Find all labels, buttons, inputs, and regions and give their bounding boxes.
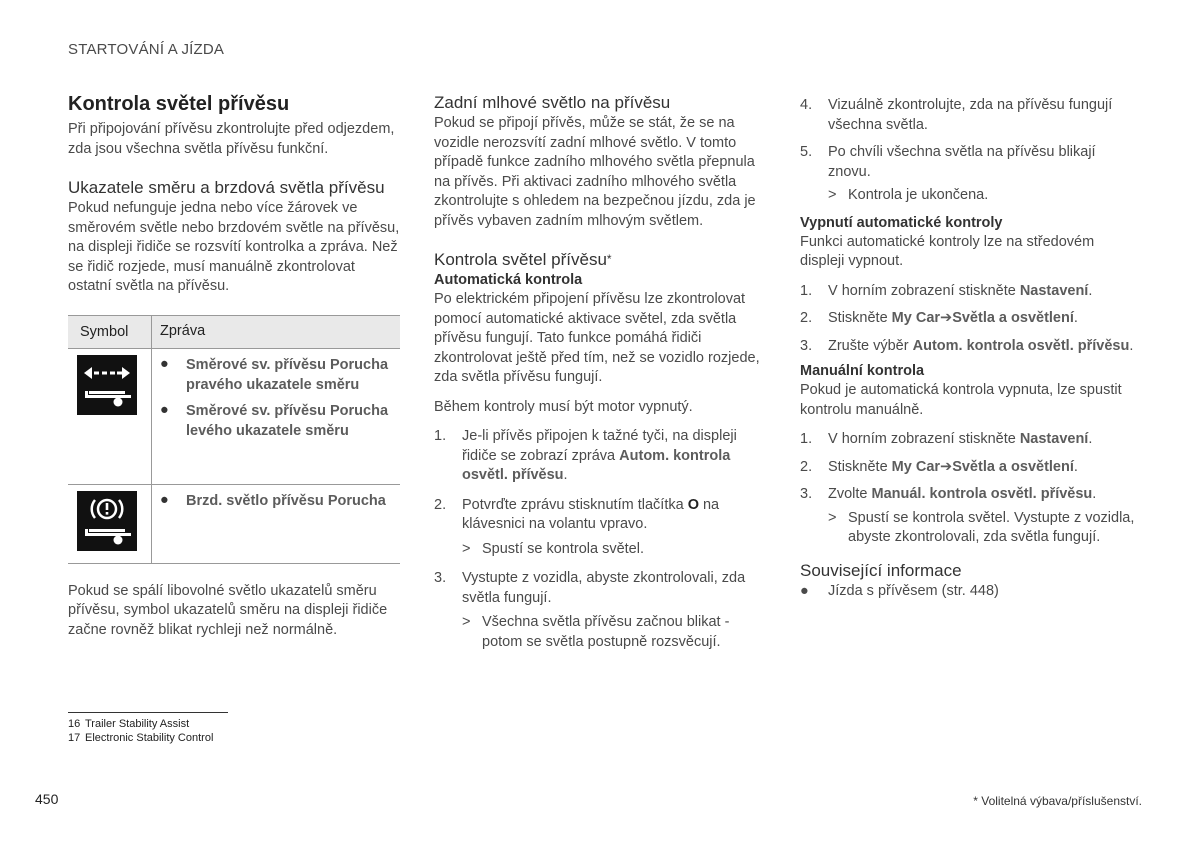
manual-check-text: Pokud je automatická kontrola vypnuta, lze spustit kontrolu manuálně. — [800, 382, 1122, 418]
subsection-text: Pokud nefunguje jedna nebo více žárovek ve směrovém světle nebo brzdovém světle na přívěsu, na displeji řidiče se rozsvítí kontrolka a zpráva. Než se řidič rozjede, musí manuálně zkontrolovat ostatní světla na přívěsu. — [68, 200, 400, 294]
footnote: 17 Electronic Stability Control — [68, 732, 214, 744]
optional-mark: * — [606, 252, 612, 266]
disable-check-text: Funkci automatické kontroly lze na středovém displeji vypnout. — [800, 233, 1095, 269]
list-item: 1. Je-li přívěs připojen k tažné tyči, na displeji řidiče se zobrazí zpráva Autom. kontrola osvětl. přívěsu. — [434, 428, 737, 483]
trailer-turn-signal-icon — [77, 355, 137, 415]
list-item: 4. Vizuálně zkontrolujte, zda na přívěsu fungují všechna světla. — [800, 97, 1113, 133]
list-item: 3. Zrušte výběr Autom. kontrola osvětl. přívěsu. — [800, 337, 1134, 354]
table-row — [68, 485, 400, 564]
footnote-divider — [68, 712, 228, 713]
engine-note: Během kontroly musí být motor vypnutý. — [434, 398, 693, 415]
check-title: Kontrola světel přívěsu* — [434, 250, 612, 269]
result-item: > Všechna světla přívěsu začnou blikat - potom se světla postupně rozsvěcují. — [462, 614, 730, 650]
bullet-icon: ● — [800, 582, 809, 599]
column-middle — [434, 92, 766, 652]
section-header: STARTOVÁNÍ A JÍZDA — [68, 41, 225, 58]
result-item: > Kontrola je ukončena. — [828, 187, 989, 203]
outro-text: Pokud se spálí libovolné světlo ukazatelů směru přívěsu, symbol ukazatelů směru na displeji řidiče začne rovněž blikat rychleji než normálně. — [68, 582, 388, 638]
table-header-message: Zpráva — [160, 322, 206, 339]
subsection-title: Ukazatele směru a brzdová světla přívěsu — [68, 178, 385, 197]
result-item: > Spustí se kontrola světel. — [462, 540, 644, 557]
list-item: 2. Stiskněte My Car➔Světla a osvětlení. — [800, 458, 1078, 475]
list-item: 5. Po chvíli všechna světla na přívěsu blikají znovu. — [800, 144, 1096, 180]
column-right — [800, 96, 1135, 601]
auto-check-text: Po elektrickém připojení přívěsu lze zkontrolovat pomocí automatické aktivace světel, zda světla přívěsu fungují. Tato funkce pomáhá řidiči zkontrolovat ještě před tím, než se vozidlo rozjede, zda světla přívěsu fungují. — [434, 291, 760, 385]
table-row — [68, 349, 400, 485]
list-item: 3. Zvolte Manuál. kontrola osvětl. přívěsu. — [800, 486, 1097, 502]
page-title: Kontrola světel přívěsu — [68, 93, 290, 115]
page-number: 450 — [35, 791, 59, 807]
arrow-right-icon: ➔ — [940, 458, 953, 475]
result-item: > Spustí se kontrola světel. Vystupte z vozidla, abyste zkontrolovali, zda světla fungují. — [828, 509, 1135, 545]
auto-check-title: Automatická kontrola — [434, 272, 583, 288]
related-info-title: Související informace — [800, 560, 962, 580]
list-item: ● Brzd. světlo přívěsu Porucha — [160, 491, 386, 509]
list-item: 2. Stiskněte My Car➔Světla a osvětlení. — [800, 310, 1078, 326]
arrow-right-icon: ➔ — [940, 310, 953, 326]
column-left — [68, 92, 400, 640]
symbol-table — [68, 315, 400, 564]
optional-equipment-note: * Volitelná výbava/příslušenství. — [973, 794, 1142, 808]
list-item: ● Směrové sv. přívěsu Porucha levého ukazatele směru — [160, 401, 389, 439]
fog-light-title: Zadní mlhové světlo na přívěsu — [434, 93, 671, 112]
fog-light-text: Pokud se připojí přívěs, může se stát, že se na vozidle nerozsvítí zadní mlhové světlo. V tomto případě funkce zadního mlhového světla přepnula na přívěs. Při aktivaci zadního mlhového světla zkontrolujte s ohledem na bezpečnou jízdu, zda je přívěs vybaven zadním mlhovým světlem. — [434, 115, 756, 229]
disable-check-title: Vypnutí automatické kontroly — [800, 214, 1003, 231]
list-item: ● Směrové sv. přívěsu Porucha pravého ukazatele směru — [160, 355, 389, 393]
footnote: 16 Trailer Stability Assist — [68, 718, 190, 730]
intro-text: Při připojování přívěsu zkontrolujte před odjezdem, zda jsou všechna světla přívěsu funkční. — [68, 121, 395, 157]
list-item: 2. Potvrďte zprávu stisknutím tlačítka O na klávesnici na volantu vpravo. — [434, 496, 720, 532]
trailer-brake-light-icon — [77, 491, 137, 551]
list-item: 1. V horním zobrazení stiskněte Nastavení. — [800, 431, 1093, 447]
manual-check-title: Manuální kontrola — [800, 363, 925, 379]
table-header-symbol: Symbol — [68, 316, 152, 348]
list-item: 1. V horním zobrazení stiskněte Nastavení. — [800, 282, 1093, 299]
related-link[interactable]: ● Jízda s přívěsem (str. 448) — [800, 582, 1135, 602]
list-item: 3. Vystupte z vozidla, abyste zkontrolovali, zda světla fungují. — [434, 570, 746, 606]
table-header — [68, 315, 400, 349]
